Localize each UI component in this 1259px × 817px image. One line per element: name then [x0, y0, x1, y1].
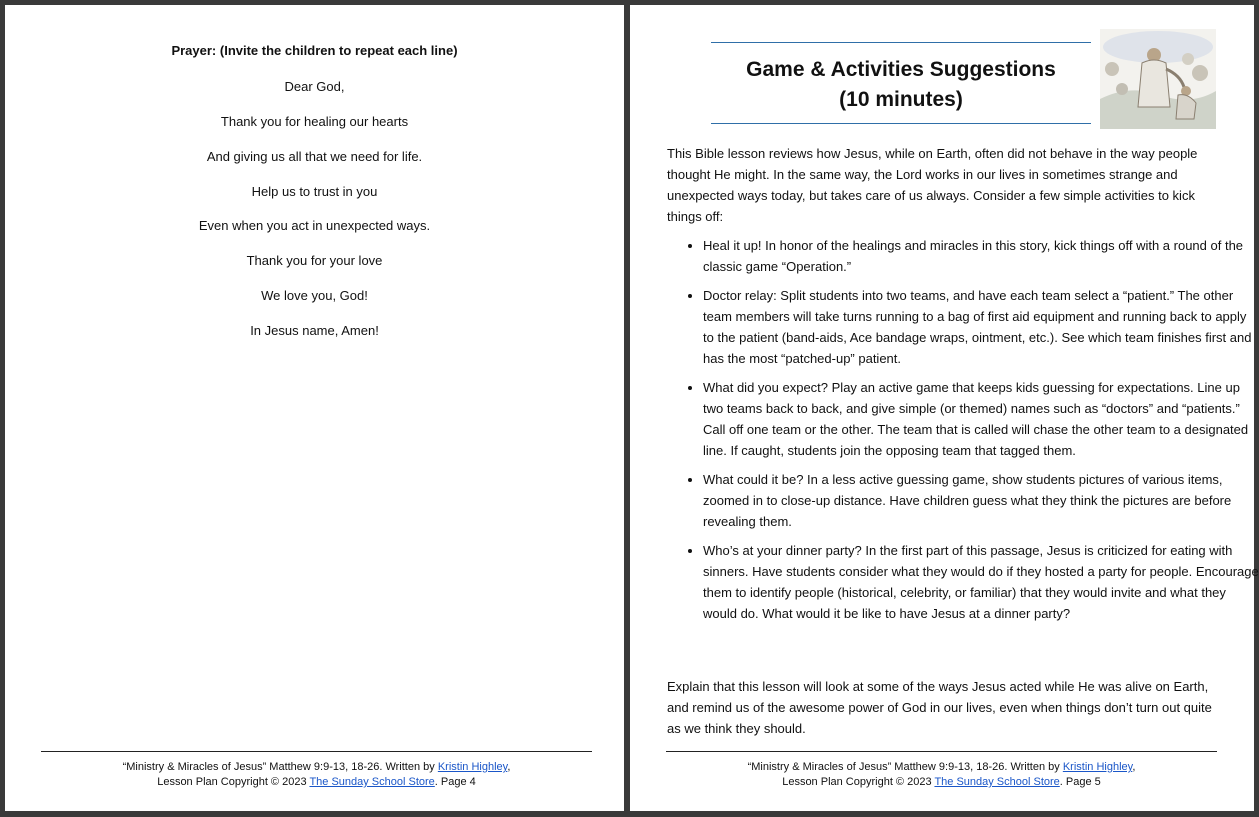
footer-divider [41, 751, 592, 752]
author-link[interactable]: Kristin Highley [437, 761, 508, 773]
footer-line-2 [666, 775, 1217, 790]
page-5 [630, 5, 1259, 811]
footer-text: Lesson Plan Copyright © 2023 [782, 776, 935, 788]
activity-list [667, 235, 1259, 632]
footer-text: Lesson Plan Copyright © 2023 [157, 776, 310, 788]
list-item: • What could it be? In a less active guessing game, show students pictures of various items, zoomed in to close-up distance. Have children guess what they think the pictures are before revealing them. [703, 469, 1259, 532]
list-item: • What did you expect? Play an active game that keeps kids guessing for expectations. Line up two teams back to back, and give simple (or themed) names such as “doctors” and “patients.” Call off one team or the other. The team that is called will chase the other team to a designated line. If caught, students join the opposing team that tagged them. [703, 377, 1259, 461]
prayer-line: Thank you for healing our hearts [220, 114, 409, 129]
closing-paragraph: Explain that this lesson will look at some of the ways Jesus acted while He was alive on Earth, and remind us of the awesome power of God in our lives, even when things don’t turn out quite as we think they should. [667, 679, 1212, 736]
prayer-line: Help us to trust in you [251, 184, 378, 199]
footer-text: “Ministry & Miracles of Jesus” Matthew 9:9-13, 18-26. Written by [122, 761, 438, 773]
footer-line-2 [41, 775, 592, 790]
intro-paragraph: This Bible lesson reviews how Jesus, while on Earth, often did not behave in the way people thought He might. In the same way, the Lord works in our lives in sometimes strange and unexpected ways today, but takes care of us always. Consider a few simple activities to kick things off: [667, 146, 1198, 224]
footer-text: . Page 4 [434, 776, 476, 788]
prayer-line: Even when you act in unexpected ways. [198, 218, 431, 233]
prayer-line: Dear God, [284, 79, 345, 94]
footer-line-1 [666, 760, 1217, 775]
jesus-healing-illustration [1100, 29, 1216, 129]
footer-text: , [507, 761, 511, 773]
footer-divider [666, 751, 1217, 752]
list-item: • Who’s at your dinner party? In the first part of this passage, Jesus is criticized for eating with sinners. Have students consider what they would do if they hosted a party for people. Encourage them to identify people (historical, celebrity, or familiar) that they would invite and what they would do. What would it be like to have Jesus at a dinner party? [703, 540, 1259, 624]
store-link[interactable]: The Sunday School Store [309, 776, 435, 788]
footer [666, 760, 1217, 790]
title-line: Game & Activities Suggestions [746, 58, 1056, 81]
prayer-line: We love you, God! [261, 288, 368, 303]
prayer-line: And giving us all that we need for life. [206, 149, 423, 164]
author-link[interactable]: Kristin Highley [1062, 761, 1133, 773]
prayer-heading: Prayer: (Invite the children to repeat each line) [171, 43, 458, 58]
footer-text: . Page 5 [1059, 776, 1101, 788]
footer [41, 760, 592, 790]
title-line: (10 minutes) [839, 88, 963, 111]
list-item: • Doctor relay: Split students into two teams, and have each team select a “patient.” The other team members will take turns running to a bag of first aid equipment and running back to apply to the patient (band-aids, Ace bandage wraps, ointment, etc.). See which team finishes first and has the most “patched-up” patient. [703, 285, 1259, 369]
prayer-line: Thank you for your love [246, 253, 383, 268]
page-4 [5, 5, 624, 811]
footer-text: “Ministry & Miracles of Jesus” Matthew 9:9-13, 18-26. Written by [747, 761, 1063, 773]
title-rule-bottom [711, 123, 1091, 124]
prayer-line: In Jesus name, Amen! [250, 323, 379, 338]
list-item: • Heal it up! In honor of the healings and miracles in this story, kick things off with a round of the classic game “Operation.” [703, 235, 1259, 277]
footer-line-1 [41, 760, 592, 775]
store-link[interactable]: The Sunday School Store [934, 776, 1060, 788]
footer-text: , [1132, 761, 1136, 773]
page-title [711, 55, 1091, 115]
title-rule-top [711, 42, 1091, 43]
